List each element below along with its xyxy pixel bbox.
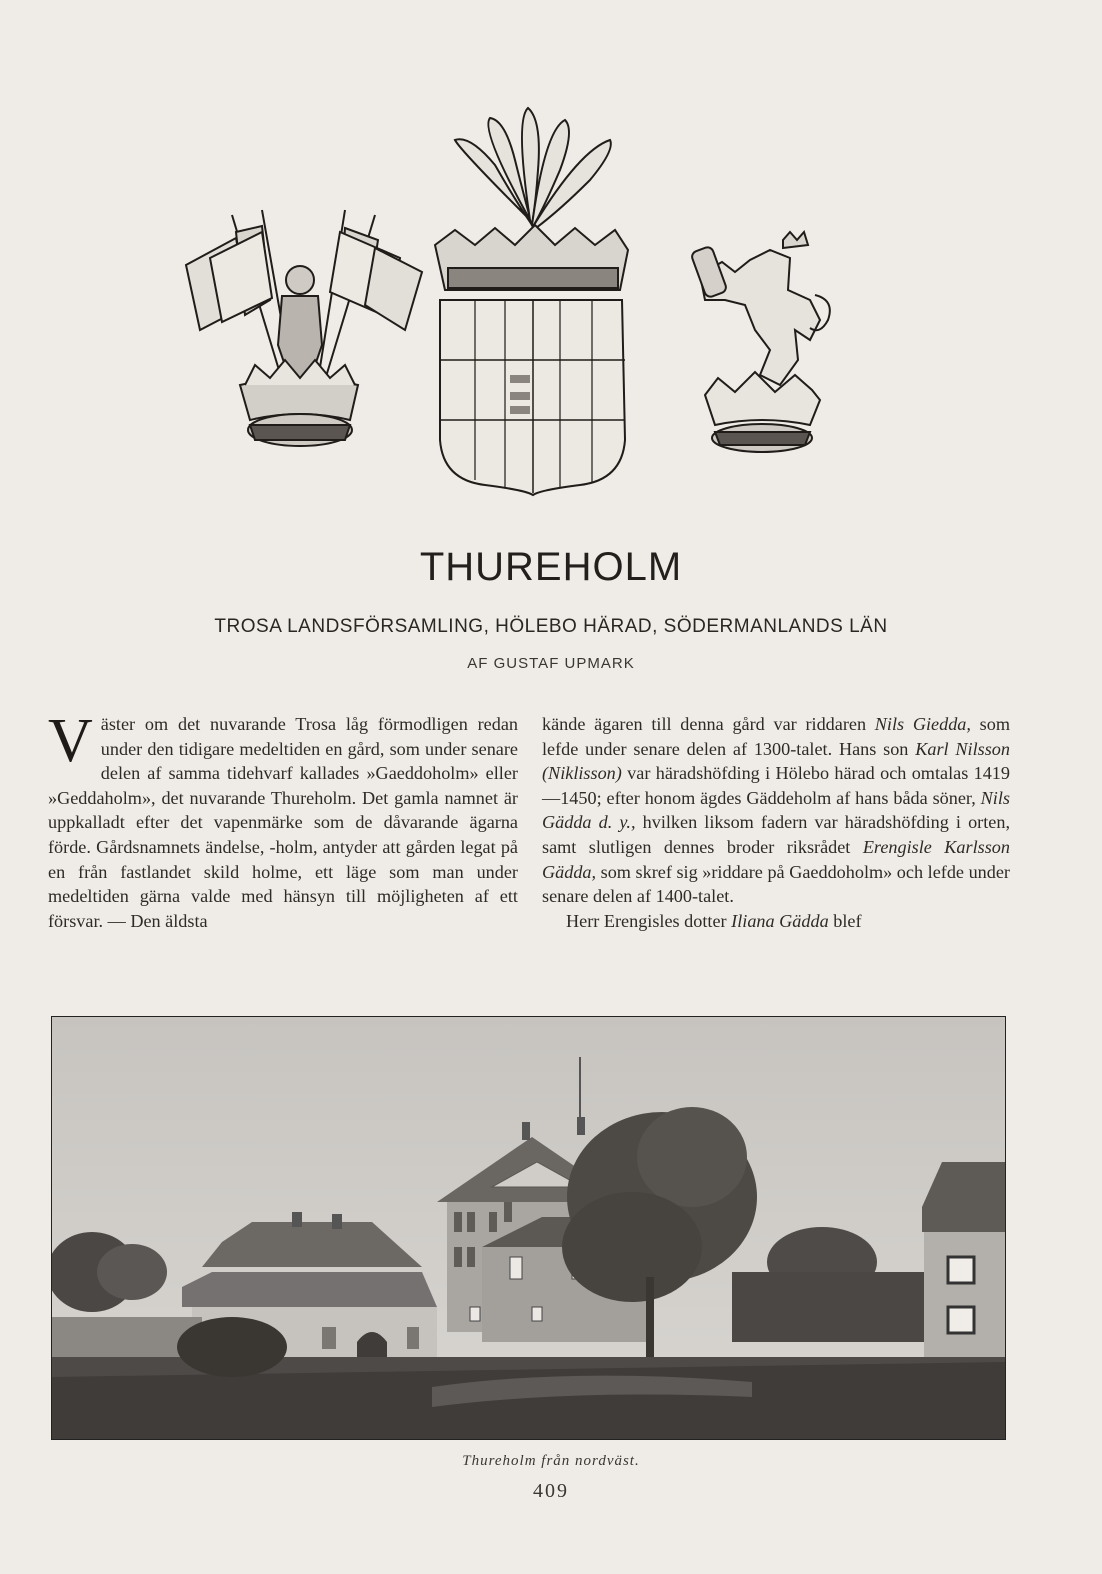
text-run: hvilken liksom fadern var häradshöfding i orten, samt slutligen dennes broder riksrådet — [542, 812, 1011, 857]
person-name: Erengisle Karlsson Gädda, — [542, 836, 1010, 882]
text-column-left — [48, 707, 518, 933]
page-title: THUREHOLM — [419, 545, 683, 589]
text-run: som lefde under senare delen af 1300-talet. Hans son — [542, 714, 1010, 759]
author-byline: AF GUSTAF UPMARK — [467, 655, 635, 672]
person-name: Nils Gädda d. y., — [542, 787, 1010, 833]
coat-of-arms-emblem — [435, 108, 628, 495]
text-run: blef — [828, 910, 862, 931]
right-paragraph-1 — [542, 712, 1010, 909]
lion-crest-emblem — [690, 232, 829, 452]
drop-cap: V — [48, 707, 93, 775]
heraldic-emblems — [0, 0, 1102, 520]
text-run: som skref sig »riddare på Gaeddoholm» och lefde under senare delen af 1400-talet. — [542, 861, 1010, 907]
photo-illustration — [52, 1017, 1005, 1439]
text-run: kände ägaren till denna gård var riddaren — [542, 714, 875, 734]
person-name: Iliana Gädda — [731, 910, 829, 931]
person-name: Nils Giedda, — [874, 714, 971, 734]
page-number: 409 — [533, 1480, 569, 1502]
text-run: var häradshöfding i Hölebo härad och omtalas 1419 —1450; efter honom ägdes Gäddeholm af hans båda söner, — [542, 763, 1010, 808]
text-column-right — [542, 712, 1010, 933]
manor-photograph — [51, 1016, 1006, 1440]
text-run: Herr Erengisles dotter — [566, 910, 732, 931]
page-subtitle: TROSA LANDSFÖRSAMLING, HÖLEBO HÄRAD, SÖDERMANLANDS LÄN — [214, 616, 888, 637]
photo-caption: Thureholm från nordväst. — [462, 1453, 640, 1469]
right-paragraph-2 — [542, 909, 1010, 934]
person-name: Karl Nilsson (Niklisson) — [542, 738, 1010, 784]
left-column-text: äster om det nuvarande Trosa låg förmodligen redan under den tidigare medeltiden en gård, som under senare delen af samma tidehvarf kallades »Gaeddoholm» eller »Geddaholm», det nuvarande Thureholm. Det gamla namnet är uppkalladt efter det vapenmärke som de dåvarande ägarna förde. Gårdsnamnets ändelse, -holm, antyder att gården legat på en från fastlandet skild holme, ett läge som man under medeltiden gärna valde med hänsyn till möjligheten af ett försvar. — Den äldsta — [48, 714, 518, 931]
knight-crest-emblem — [186, 210, 422, 446]
